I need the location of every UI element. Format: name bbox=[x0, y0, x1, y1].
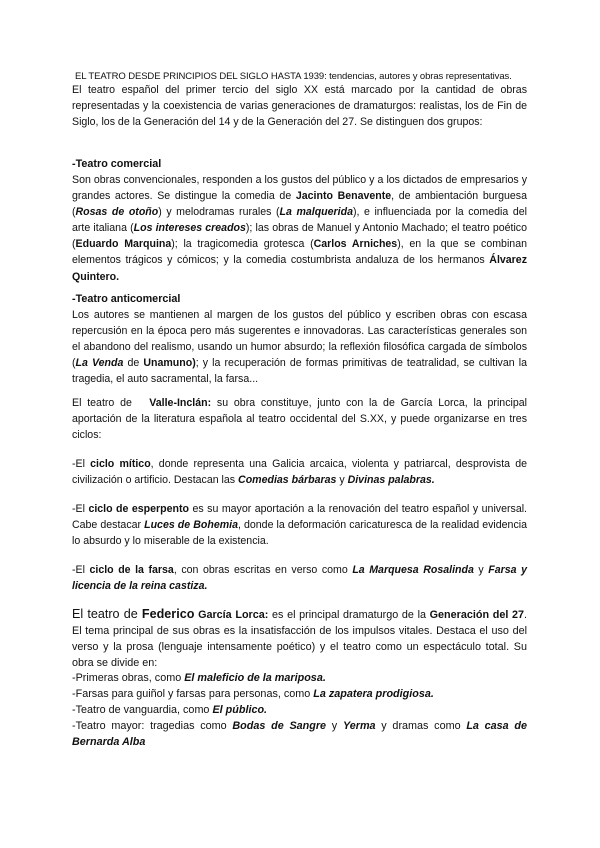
anticomercial-text: ; y la recuperación de formas primitivas de teatralidad, se cultivan la tragedia, el auto sacramental, la farsa... bbox=[72, 357, 527, 386]
garcia-lorca-paragraph bbox=[72, 606, 527, 671]
work-title: El público. bbox=[212, 704, 268, 717]
work-title: Farsa y licencia de la reina castiza. bbox=[72, 564, 527, 593]
author-unamuno: Unamuno) bbox=[143, 357, 196, 370]
list-item bbox=[72, 702, 527, 718]
work-title: Divinas palabras. bbox=[347, 474, 435, 487]
generacion-27-label: Generación del 27 bbox=[429, 609, 524, 621]
comercial-text: ); las obras de Manuel y Antonio Machado; el teatro poético ( bbox=[72, 222, 527, 251]
comercial-text: Son obras convencionales, responden a los gustos del público y a los dictados de empresarios y grandes actores. Se distingue la comedia de bbox=[72, 174, 527, 203]
valle-text: su obra constituye, junto con la de García Lorca, la principal aportación de la literatura española al teatro occidental del S.XX, y puede organizarse en tres ciclos: bbox=[72, 397, 527, 442]
valle-text: El teatro de bbox=[72, 397, 150, 409]
author-benavente: Jacinto Benavente bbox=[295, 190, 392, 203]
list-item bbox=[72, 718, 527, 750]
work-title: Luces de Bohemia bbox=[144, 519, 238, 532]
ciclo-mitico-paragraph bbox=[72, 456, 527, 488]
comercial-text: ), en la que se combinan elementos trágicos y cómicos; y la comedia costumbrista andaluza de los hermanos bbox=[72, 238, 527, 267]
heading-teatro-comercial: -Teatro comercial bbox=[72, 158, 162, 170]
author-federico: Federico bbox=[141, 607, 195, 621]
esperpento-text: , donde la deformación caricaturesca de la realidad evidencia lo absurdo y lo miserable de la existencia. bbox=[72, 519, 527, 548]
work-title: Los intereses creados bbox=[133, 222, 246, 235]
comercial-text: ); la tragicomedia grotesca ( bbox=[171, 238, 314, 251]
work-title: La malquerida bbox=[279, 206, 353, 219]
comercial-text: ), e influenciada por la comedia del arte italiana ( bbox=[72, 206, 527, 235]
work-title: Yerma bbox=[342, 720, 376, 733]
author-arniches: Carlos Arniches bbox=[313, 238, 398, 251]
ciclo-esperpento-paragraph bbox=[72, 501, 527, 549]
work-title: La casa de Bernarda Alba bbox=[72, 720, 528, 749]
list-item-text: -Teatro de vanguardia, como bbox=[72, 704, 213, 717]
comercial-text: ) y melodramas rurales ( bbox=[158, 206, 280, 219]
list-item-text: -Teatro mayor: tragedias como bbox=[72, 720, 233, 733]
work-title: Comedias bárbaras bbox=[238, 474, 337, 487]
author-valle-inclan: Valle-Inclán: bbox=[149, 397, 212, 409]
mitico-text: -El bbox=[72, 458, 91, 470]
ciclo-farsa-paragraph bbox=[72, 562, 527, 594]
author-garcia-lorca: García Lorca: bbox=[194, 609, 269, 621]
work-title: Rosas de otoño bbox=[75, 206, 159, 219]
list-item bbox=[72, 670, 527, 686]
intro-text: El teatro español del primer tercio del siglo XX está marcado por la cantidad de obras representadas y la coexistencia de varias generaciones de dramaturgos: realistas, los de Fin de Siglo, los de la Generación del 14 y de la Generación del 27. Se distinguen dos grupos: bbox=[72, 84, 527, 129]
comercial-text: , de ambientación burguesa ( bbox=[72, 190, 527, 219]
lorca-text: El teatro de bbox=[72, 607, 142, 621]
work-title: El maleficio de la mariposa. bbox=[184, 672, 326, 684]
valle-inclan-paragraph bbox=[72, 395, 527, 443]
author-marquina: Eduardo Marquina bbox=[75, 238, 172, 251]
work-title: Bodas de Sangre bbox=[232, 720, 327, 733]
work-title: La Marquesa Rosalinda bbox=[352, 564, 474, 576]
intro-paragraph bbox=[72, 82, 527, 130]
lorca-works-list bbox=[72, 670, 527, 750]
document-title: EL TEATRO DESDE PRINCIPIOS DEL SIGLO HASTA 1939: tendencias, autores y obras representativas. bbox=[75, 71, 512, 82]
list-item-text: y dramas como bbox=[375, 720, 467, 733]
ciclo-esperpento-label: ciclo de esperpento bbox=[88, 503, 190, 515]
lorca-text: es el principal dramaturgo de la bbox=[268, 609, 430, 621]
esperpento-text: es su mayor aportación a la renovación del teatro español y universal. Cabe destacar bbox=[72, 503, 528, 532]
author-alvarez-quintero: Álvarez Quintero. bbox=[72, 254, 527, 283]
list-item-text: -Primeras obras, como bbox=[72, 672, 185, 684]
farsa-text: y bbox=[473, 564, 489, 576]
anticomercial-text: de bbox=[123, 357, 144, 370]
list-item-text: y bbox=[326, 720, 343, 733]
list-item bbox=[72, 686, 527, 702]
list-item-text: -Farsas para guiñol y farsas para personas, como bbox=[72, 688, 314, 701]
farsa-text: , con obras escritas en verso como bbox=[173, 564, 353, 576]
ciclo-farsa-label: ciclo de la farsa bbox=[89, 564, 174, 576]
farsa-text: -El bbox=[72, 564, 90, 576]
lorca-text: . El tema principal de sus obras es la insatisfacción de los impulsos vitales. Destaca el uso del verso y la prosa (lenguaje intensamente poético) y el teatro como un espectáculo total. Su obra se divide en: bbox=[72, 609, 527, 670]
mitico-text: , donde representa una Galicia arcaica, violenta y patriarcal, desprovista de civilización o artificio. Destacan las bbox=[72, 458, 528, 487]
anticomercial-paragraph bbox=[72, 307, 527, 387]
work-title: La zapatera prodigiosa. bbox=[313, 688, 434, 701]
anticomercial-text: Los autores se mantienen al margen de los gustos del público y escriben obras con escasa repercusión en la época pero más sugerentes e innovadoras. Las características generales son el abandono del realismo, usando un humor absurdo; la reflexión filosófica cargada de símbolos ( bbox=[72, 309, 527, 370]
comercial-paragraph bbox=[72, 172, 527, 285]
mitico-text: y bbox=[336, 474, 348, 487]
ciclo-mitico-label: ciclo mítico bbox=[90, 458, 151, 470]
heading-teatro-anticomercial: -Teatro anticomercial bbox=[72, 293, 181, 305]
work-title: La Venda bbox=[75, 357, 124, 370]
esperpento-text: -El bbox=[72, 503, 89, 515]
